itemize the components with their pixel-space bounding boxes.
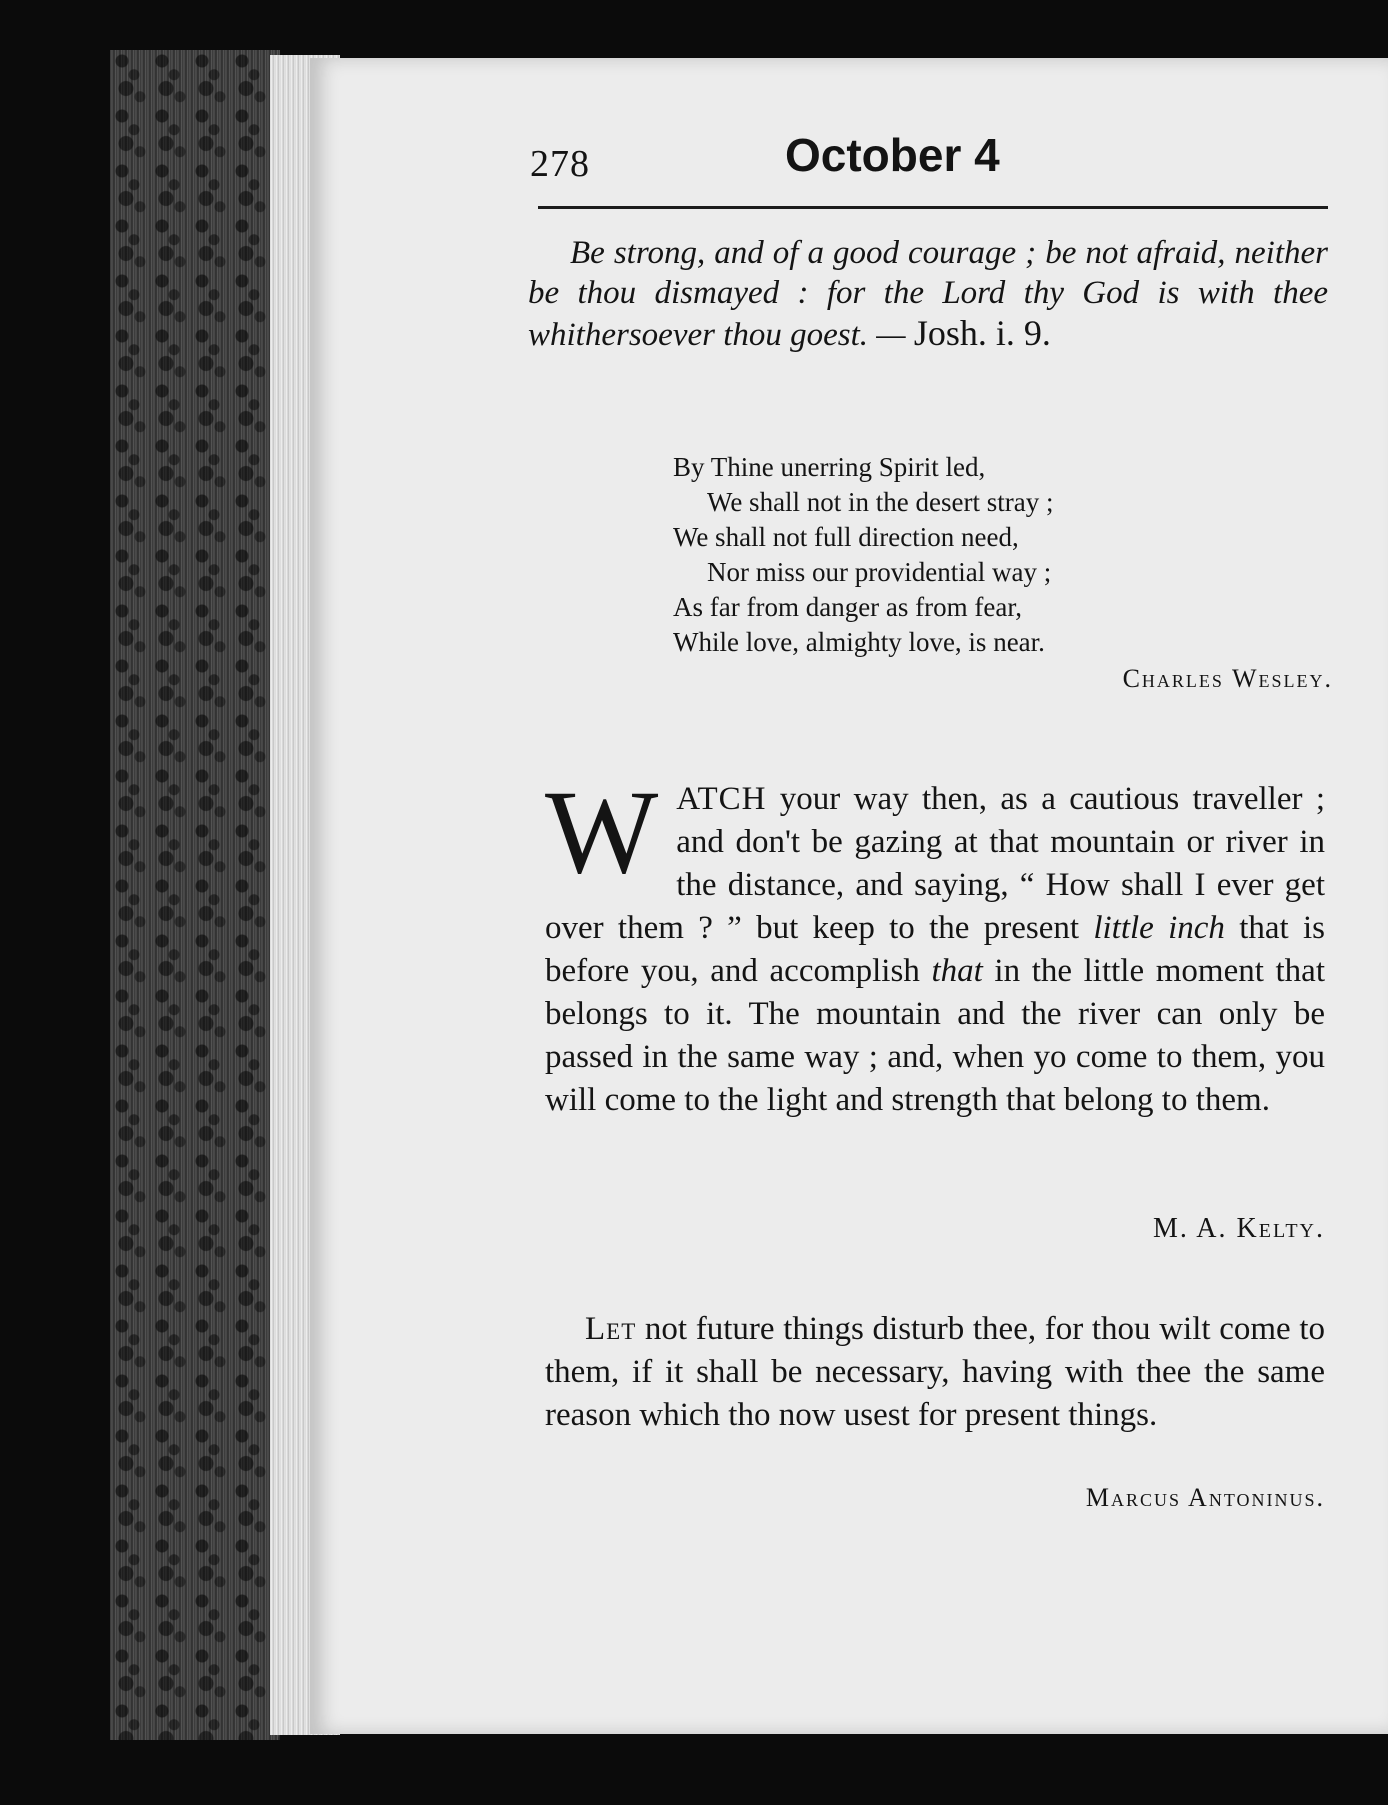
epigraph-text: Be strong, and of a good courage ; be not afraid, neither be thou dismayed : for the Lord thy God is with thee whithersoever thou goest. — <box>528 235 1328 353</box>
passage-attribution: M. A. Kelty. <box>1152 1213 1325 1244</box>
poem-attribution: Charles Wesley. <box>1122 664 1333 693</box>
passage-lead-word: ATCH <box>676 781 767 817</box>
passage-emphasis: little inch <box>1093 910 1225 946</box>
poem-line: While love, almighty love, is near. <box>673 627 1045 657</box>
drop-cap-letter: W <box>545 765 659 898</box>
header-rule <box>538 206 1328 209</box>
closing-quote <box>545 1308 1325 1437</box>
page-header <box>530 128 1330 198</box>
passage-text: your way then, as a cautious traveller ; and don't be gazing at that mountain or river in the distance, and saying, “ How shall I ever get over them ? ” but keep to the present <box>545 781 1325 946</box>
scripture-epigraph <box>528 233 1328 355</box>
prose-passage <box>545 765 1326 1122</box>
passage-text: in the little moment that belongs to it. The mountain and the river can only be passed in the same way ; and, when yo come to them, you will come to the light and strength that belong to them. <box>545 953 1325 1118</box>
page-date-heading: October 4 <box>785 129 1000 181</box>
quote-attribution: Marcus Antoninus. <box>1085 1483 1325 1512</box>
poem-stanza <box>673 450 1333 660</box>
poem-line: As far from danger as from fear, <box>673 592 1023 622</box>
epigraph-reference: Josh. i. 9. <box>913 313 1051 353</box>
page-number: 278 <box>530 143 590 185</box>
poem-line: We shall not full direction need, <box>673 522 1019 552</box>
book-page <box>310 58 1388 1734</box>
passage-text: that is before you, and accomplish <box>545 910 1326 989</box>
poem-line: Nor miss our providential way ; <box>707 557 1052 587</box>
quote-lead-word: Let <box>585 1311 637 1347</box>
poem-line: By Thine unerring Spirit led, <box>673 452 986 482</box>
passage-emphasis: that <box>931 953 983 989</box>
quote-text: not future things disturb thee, for thou wilt come to them, if it shall be necessary, having with thee the same reason which tho now usest for present things. <box>545 1311 1325 1433</box>
poem-line: We shall not in the desert stray ; <box>707 487 1054 517</box>
book-spine-edge <box>110 50 280 1740</box>
